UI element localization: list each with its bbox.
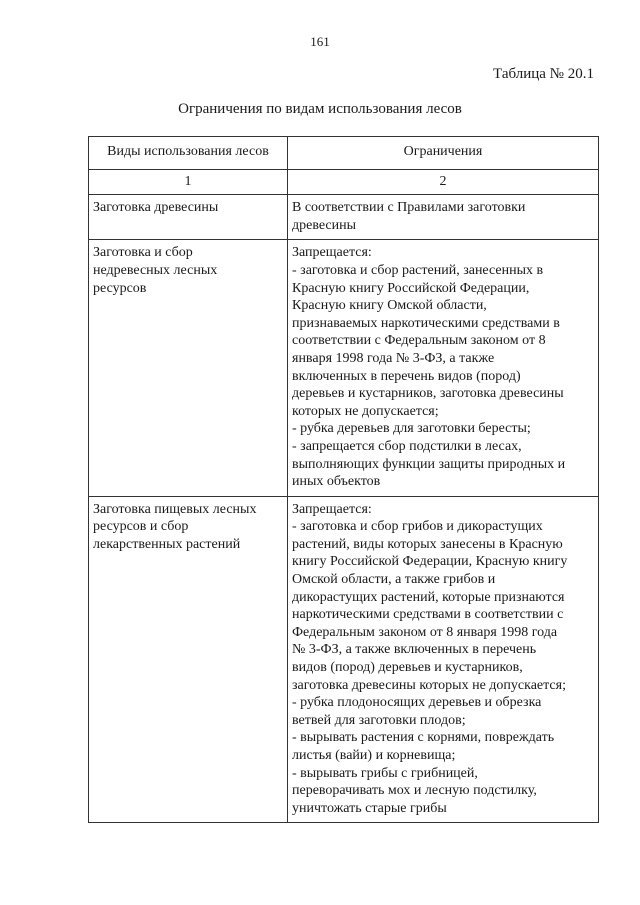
cell-restriction bbox=[288, 496, 599, 823]
cell-restriction bbox=[288, 195, 599, 240]
cell-text-line: Запрещается: bbox=[292, 501, 372, 517]
cell-text-line: Красную книгу Российской Федерации, bbox=[292, 280, 530, 296]
cell-text-line: растений, виды которых занесены в Красную bbox=[292, 536, 563, 552]
restrictions-table bbox=[88, 136, 599, 823]
cell-text-line: - заготовка и сбор грибов и дикорастущих bbox=[292, 519, 543, 535]
table-body bbox=[89, 195, 599, 823]
cell-text-line: Красную книгу Омской области, bbox=[292, 298, 487, 314]
cell-text-line: - вырывать растения с корнями, повреждать bbox=[292, 730, 555, 746]
cell-text-line: древесины bbox=[292, 217, 357, 233]
header-forest-use-types: Виды использования лесов bbox=[89, 137, 288, 170]
cell-text-line: соответствии с Федеральным законом от 8 bbox=[292, 333, 546, 349]
cell-text-line: ресурсов bbox=[93, 280, 147, 296]
column-number-1: 1 bbox=[89, 169, 288, 195]
document-title: Ограничения по видам использования лесов bbox=[178, 101, 462, 117]
cell-text-line: - заготовка и сбор растений, занесенных в bbox=[292, 262, 544, 278]
cell-text-line: книгу Российской Федерации, Красную книгу bbox=[292, 554, 568, 570]
cell-text-line: видов (пород) деревьев и кустарников, bbox=[292, 660, 523, 676]
cell-text-line: - вырывать грибы с грибницей, bbox=[292, 765, 478, 781]
cell-text-line: января 1998 года № 3-ФЗ, а также bbox=[292, 350, 495, 366]
cell-text-line: листья (вайи) и корневища; bbox=[292, 748, 456, 763]
cell-restriction bbox=[288, 240, 599, 496]
cell-text-line: уничтожать старые грибы bbox=[292, 800, 447, 816]
cell-text-line: иных объектов bbox=[292, 474, 381, 490]
cell-text-line: Заготовка и сбор bbox=[93, 245, 193, 261]
cell-text-line: выполняющих функции защиты природных и bbox=[292, 456, 566, 472]
cell-text-line: № 3-ФЗ, а также включенных в перечень bbox=[292, 642, 537, 658]
cell-text-line: включенных в перечень видов (пород) bbox=[292, 368, 521, 384]
table-label: Таблица № 20.1 bbox=[493, 66, 594, 82]
cell-forest-use-type bbox=[89, 195, 288, 240]
page-number: 161 bbox=[310, 34, 330, 49]
cell-text-line: Омской области, а также грибов и bbox=[292, 572, 496, 588]
cell-text-line: недревесных лесных bbox=[93, 262, 218, 278]
cell-text-line: - запрещается сбор подстилки в лесах, bbox=[292, 438, 522, 454]
cell-text-line: В соответствии с Правилами заготовки bbox=[292, 200, 526, 216]
header-restrictions: Ограничения bbox=[288, 137, 599, 170]
cell-text-line: наркотическими средствами в соответствии с bbox=[292, 607, 564, 623]
cell-text-line: которых не допускается; bbox=[292, 403, 439, 419]
cell-text-line: - рубка плодоносящих деревьев и обрезка bbox=[292, 695, 542, 711]
table-row bbox=[89, 496, 599, 823]
cell-forest-use-type bbox=[89, 240, 288, 496]
cell-text-line: дикорастущих растений, которые признаются bbox=[292, 589, 565, 605]
cell-text-line: Заготовка пищевых лесных bbox=[93, 501, 257, 517]
cell-text-line: признаваемых наркотическими средствами в bbox=[292, 315, 560, 331]
cell-text-line: лекарственных растений bbox=[93, 536, 241, 552]
cell-text-line: ветвей для заготовки плодов; bbox=[292, 712, 466, 728]
cell-text-line: Запрещается: bbox=[292, 245, 372, 261]
cell-text-line: Федеральным законом от 8 января 1998 года bbox=[292, 624, 558, 640]
column-number-row bbox=[89, 169, 599, 195]
cell-text-line: Заготовка древесины bbox=[93, 200, 219, 216]
table-row bbox=[89, 195, 599, 240]
cell-text-line: переворачивать мох и лесную подстилку, bbox=[292, 783, 537, 799]
cell-forest-use-type bbox=[89, 496, 288, 823]
column-number-2: 2 bbox=[288, 169, 599, 195]
cell-text-line: ресурсов и сбор bbox=[93, 519, 189, 535]
table-header-row bbox=[89, 137, 599, 170]
cell-text-line: - рубка деревьев для заготовки бересты; bbox=[292, 421, 531, 437]
table-row bbox=[89, 240, 599, 496]
cell-text-line: деревьев и кустарников, заготовка древесины bbox=[292, 386, 564, 402]
cell-text-line: заготовка древесины которых не допускается; bbox=[292, 677, 566, 693]
